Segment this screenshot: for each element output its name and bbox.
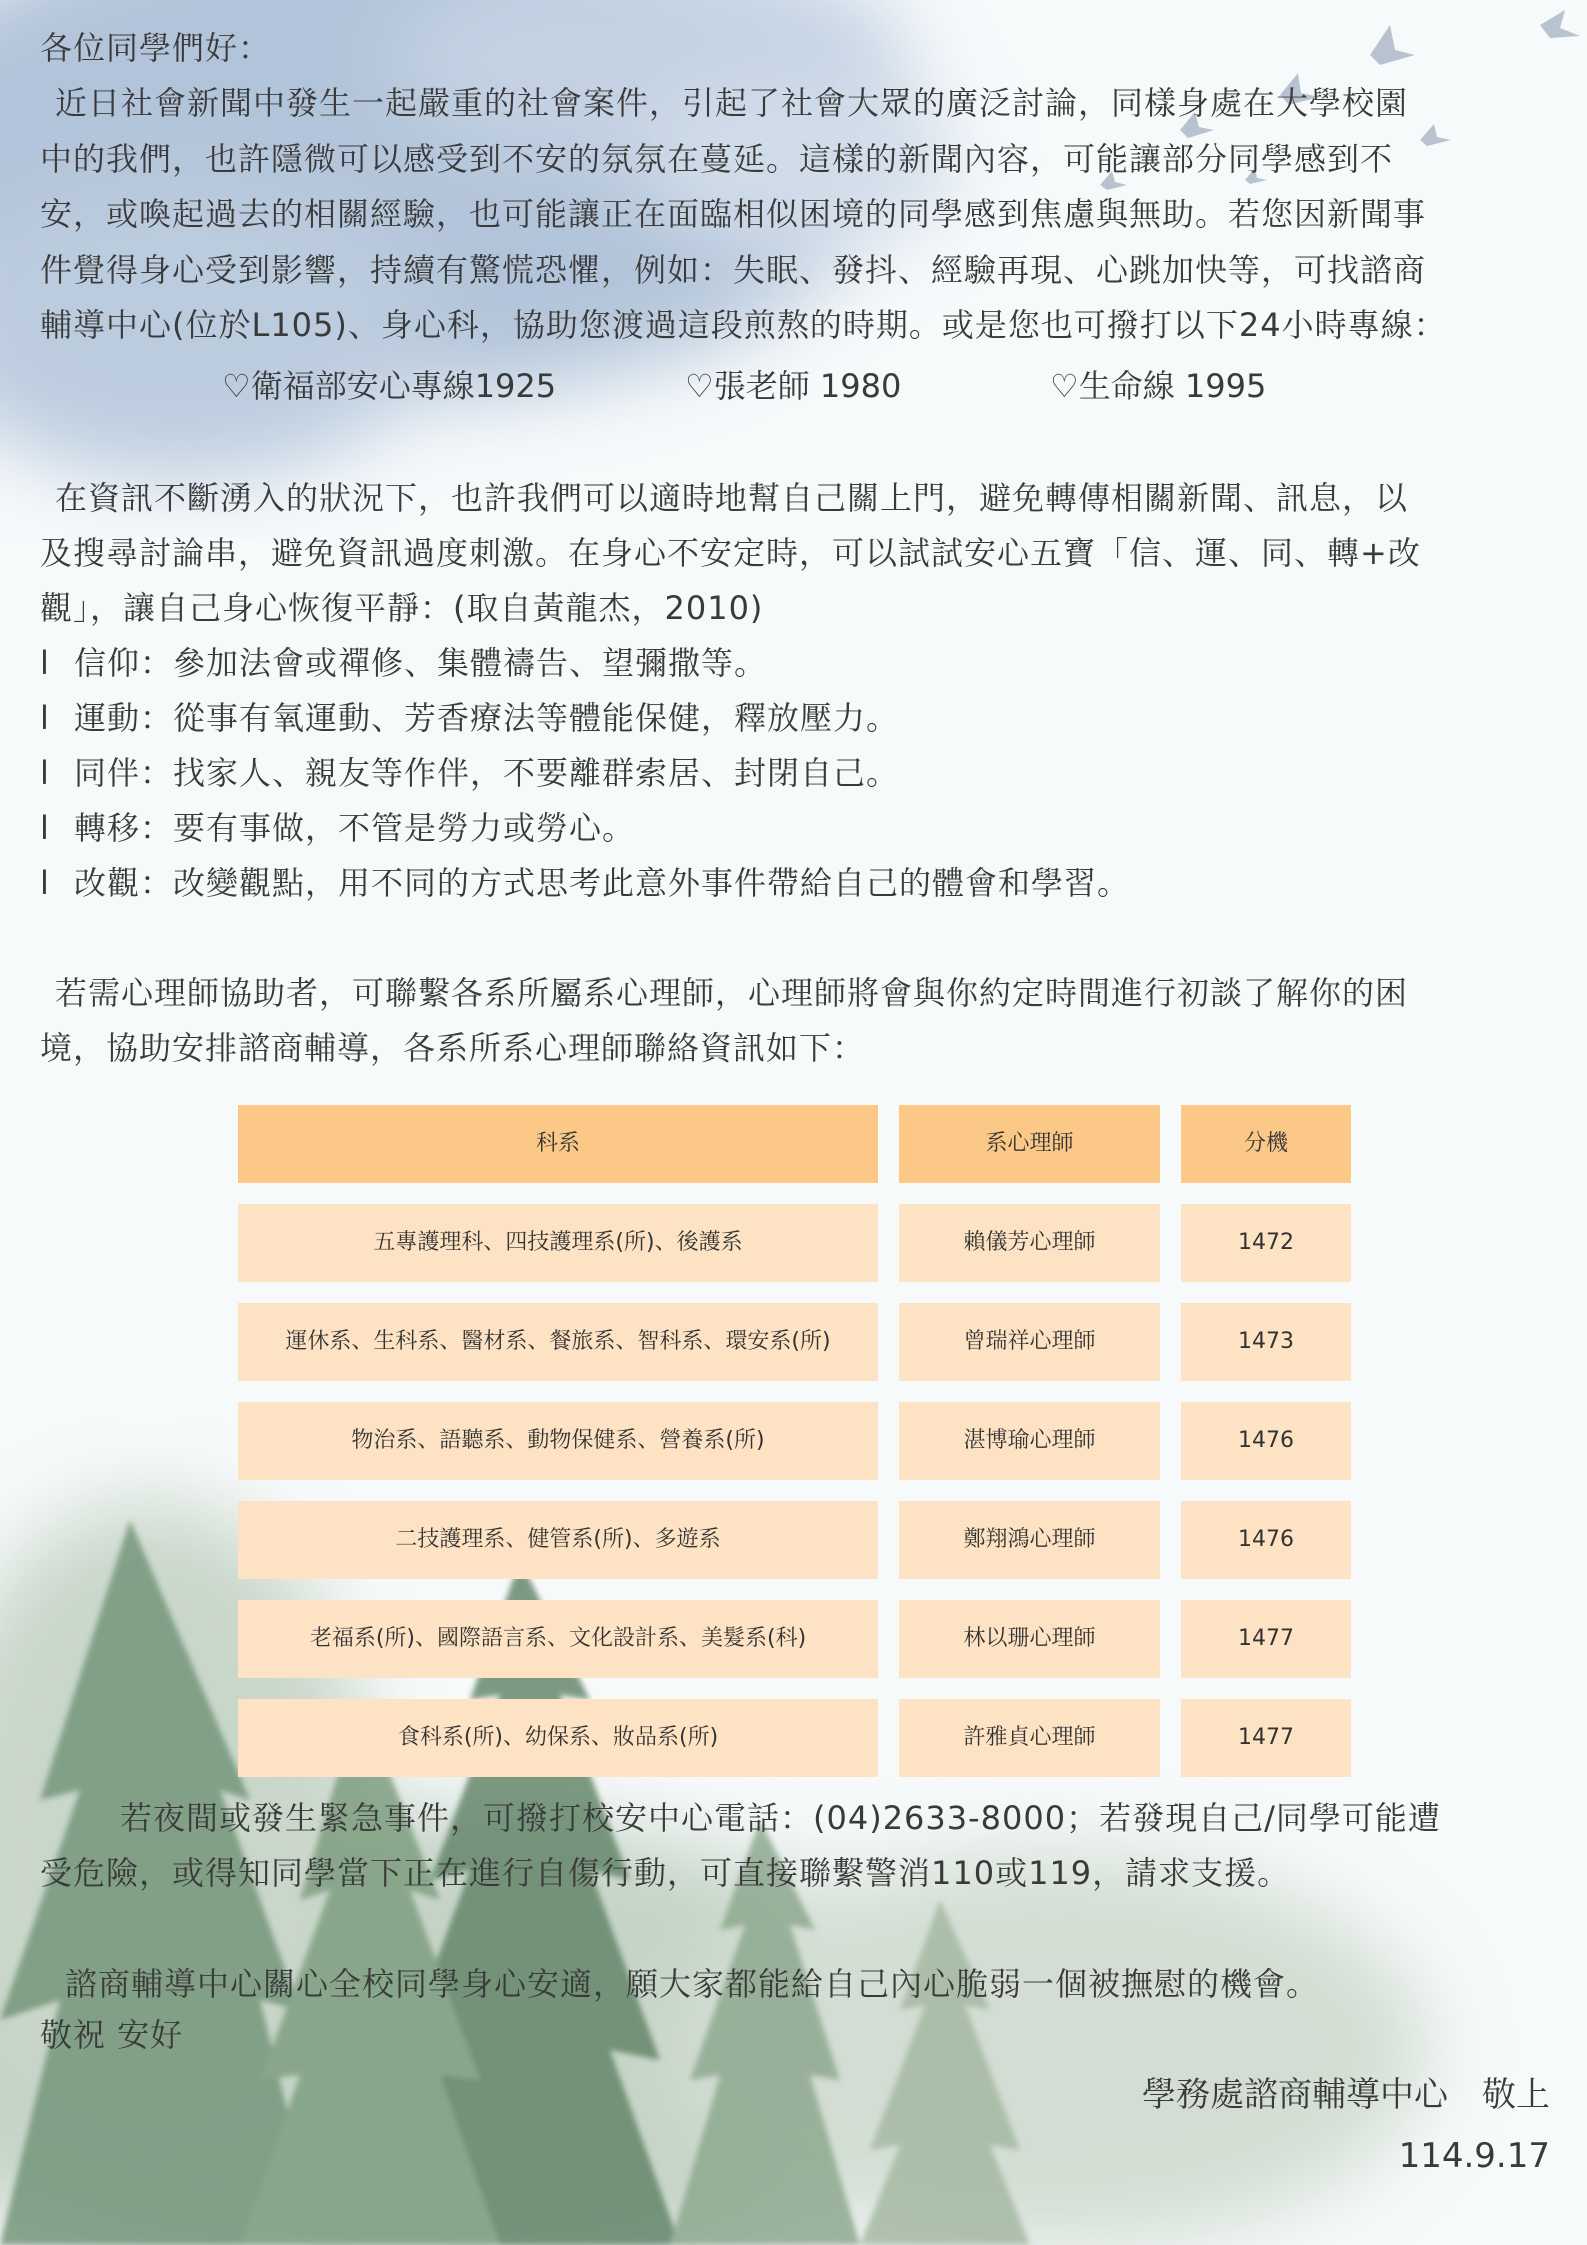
table-cell-psychologist: 許雅貞心理師 [899,1699,1160,1777]
table-cell-extension: 1476 [1181,1402,1351,1480]
table-cell-extension: 1477 [1181,1600,1351,1678]
table-cell-psychologist: 林以珊心理師 [899,1600,1160,1678]
list-item-text: 轉移：要有事做，不管是勞力或勞心。 [74,809,636,847]
table-cell-department: 五專護理科、四技護理系(所)、後護系 [238,1204,878,1282]
table-cell-department: 老福系(所)、國際語言系、文化設計系、美髮系(科) [238,1600,878,1678]
table-cell-psychologist: 曾瑞祥心理師 [899,1303,1160,1381]
table-cell-extension: 1476 [1181,1501,1351,1579]
greeting: 各位同學們好： [40,29,272,67]
signature: 學務處諮商輔導中心 敬上 [1142,2075,1550,2115]
paragraph-2-line-2: 及搜尋討論串，避免資訊過度刺激。在身心不安定時，可以試試安心五寶「信、運、同、轉+改 [40,534,1421,572]
table-cell-psychologist: 湛博瑜心理師 [899,1402,1160,1480]
paragraph-4-line-1: 若夜間或發生緊急事件，可撥打校安中心電話：(04)2633-8000；若發現自己/同學可能遭 [120,1799,1441,1837]
table-header-psychologist: 系心理師 [899,1105,1160,1183]
bullet-mark: l [40,699,50,737]
paragraph-3-line-2: 境，協助安排諮商輔導，各系所系心理師聯絡資訊如下： [40,1029,866,1067]
paragraph-2-line-3: 觀」，讓自己身心恢復平靜：(取自黃龍杰，2010) [40,589,764,627]
hotline-teacher-chang: ♡張老師 1980 [685,367,902,405]
list-item-shift [40,808,635,848]
paragraph-4-line-2: 受危險，或得知同學當下正在進行自傷行動，可直接聯繫警消110或119，請求支援。 [40,1854,1291,1892]
hotline-lifeline: ♡生命線 1995 [1050,367,1267,405]
list-item-exercise [40,698,899,738]
hotline-mohw: ♡衛福部安心專線1925 [222,367,557,405]
closing-message: 諮商輔導中心關心全校同學身心安適，願大家都能給自己內心脆弱一個被撫慰的機會。 [65,1965,1320,2003]
bullet-mark: l [40,864,50,902]
list-item-text: 信仰：參加法會或禪修、集體禱告、望彌撒等。 [74,644,768,682]
list-item-text: 運動：從事有氧運動、芳香療法等體能保健，釋放壓力。 [74,699,900,737]
paragraph-1-line-1: 近日社會新聞中發生一起嚴重的社會案件，引起了社會大眾的廣泛討論，同樣身處在大學校園 [55,84,1409,122]
table-cell-psychologist: 賴儀芳心理師 [899,1204,1160,1282]
table-header-department: 科系 [238,1105,878,1183]
paragraph-2-line-1: 在資訊不斷湧入的狀況下，也許我們可以適時地幫自己關上門，避免轉傳相關新聞、訊息，以 [55,479,1409,517]
table-cell-extension: 1477 [1181,1699,1351,1777]
list-item-text: 同伴：找家人、親友等作伴，不要離群索居、封閉自己。 [74,754,900,792]
table-header-extension: 分機 [1181,1105,1351,1183]
table-cell-department: 二技護理系、健管系(所)、多遊系 [238,1501,878,1579]
table-cell-extension: 1472 [1181,1204,1351,1282]
paragraph-3-line-1: 若需心理師協助者，可聯繫各系所屬系心理師，心理師將會與你約定時間進行初談了解你的困 [55,974,1409,1012]
table-cell-department: 食科系(所)、幼保系、妝品系(所) [238,1699,878,1777]
bullet-mark: l [40,754,50,792]
paragraph-1-line-5: 輔導中心(位於L105)、身心科，協助您渡過這段煎熬的時期。或是您也可撥打以下24小時專線： [40,306,1447,344]
list-item-faith [40,643,767,683]
list-item-companion [40,753,899,793]
paragraph-1-line-4: 件覺得身心受到影響，持續有驚慌恐懼，例如：失眠、發抖、經驗再現、心跳加快等，可找諮商 [40,251,1427,289]
list-item-reframe [40,863,1130,903]
paragraph-1-line-2: 中的我們，也許隱微可以感受到不安的氛氛在蔓延。這樣的新聞內容，可能讓部分同學感到不 [40,140,1394,178]
bullet-mark: l [40,644,50,682]
list-item-text: 改觀：改變觀點，用不同的方式思考此意外事件帶給自己的體會和學習。 [74,864,1131,902]
regards: 敬祝 安好 [40,2016,184,2054]
table-cell-extension: 1473 [1181,1303,1351,1381]
table-cell-department: 運休系、生科系、醫材系、餐旅系、智科系、環安系(所) [238,1303,878,1381]
table-cell-psychologist: 鄭翔鴻心理師 [899,1501,1160,1579]
date: 114.9.17 [1398,2136,1550,2176]
table-cell-department: 物治系、語聽系、動物保健系、營養系(所) [238,1402,878,1480]
bullet-mark: l [40,809,50,847]
paragraph-1-line-3: 安，或喚起過去的相關經驗，也可能讓正在面臨相似困境的同學感到焦慮與無助。若您因新聞事 [40,195,1427,233]
